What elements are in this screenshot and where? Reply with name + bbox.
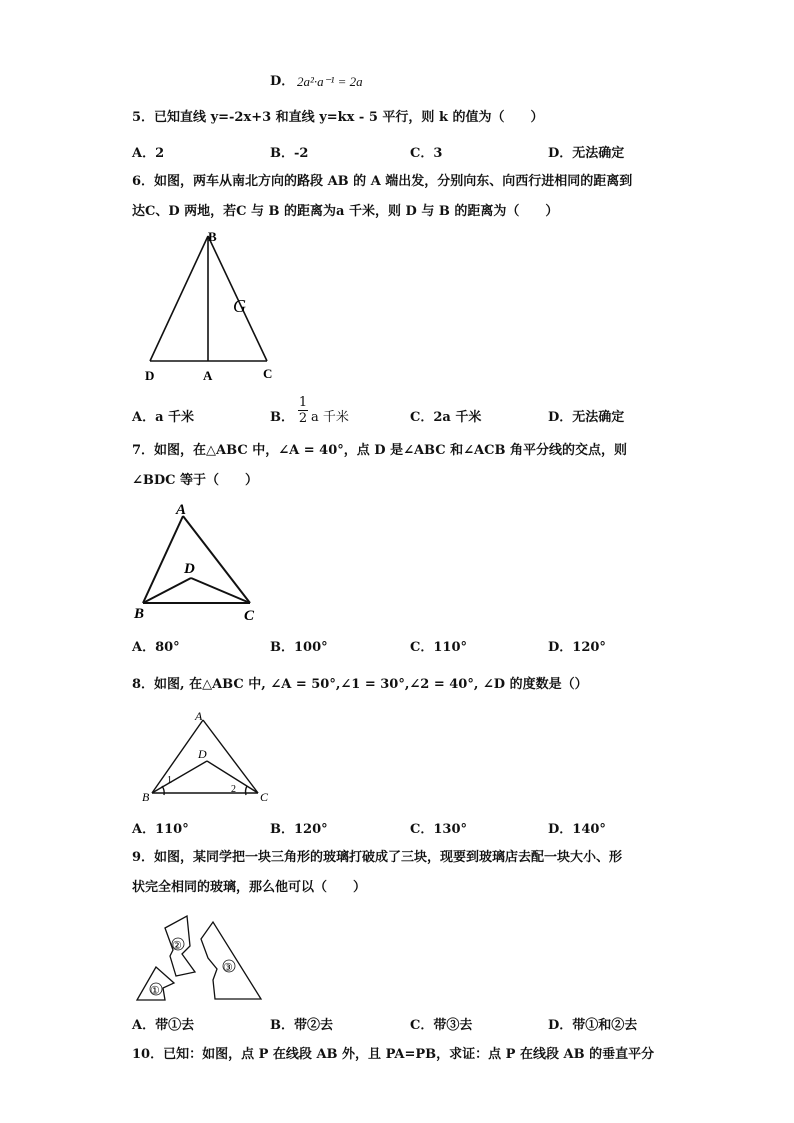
q9-piece-3 [201,922,261,999]
q9-label-1: ① [150,985,160,997]
q8-option-c: C．130° [410,822,467,837]
q9-piece-1 [137,967,174,1000]
q7-option-a: A．80° [132,640,180,655]
q5-option-b: B．-2 [270,146,309,161]
q9-option-b: B．带②去 [270,1018,333,1033]
q9-option-a: A．带①去 [132,1018,195,1033]
q6-stem-line1: 6．如图，两车从南北方向的路段 AB 的 A 端出发，分别向东、向西行进相同的距离到 [132,174,633,189]
q9-option-c: C．带③去 [410,1018,473,1033]
q9-option-d: D．带①和②去 [548,1018,638,1033]
q8-option-b: B．120° [270,822,328,837]
q5-option-c: C．3 [410,146,443,161]
q8-label-d: D [198,747,207,761]
q7-stem-line1: 7．如图，在△ABC 中，∠A = 40°，点 D 是∠ABC 和∠ACB 角平分线的交点，则 [132,443,627,458]
q5-option-d: D．无法确定 [548,146,625,161]
q6-option-b-denominator: 2 [298,411,308,426]
q8-label-b: B [142,790,150,804]
q8-stem: 8．如图, 在△ABC 中, ∠A = 50°,∠1 = 30°,∠2 = 40°, ∠D 的度数是（） [132,677,588,692]
q6-label-b: B [208,229,217,244]
q9-label-2: ② [172,940,182,952]
q9-stem-line1: 9．如图，某同学把一块三角形的玻璃打破成了三块，现要到玻璃店去配一块大小、形 [132,850,623,865]
q8-label-a: A [195,709,203,723]
q8-option-a: A．110° [132,822,189,837]
q6-label-d: D [145,368,155,383]
q6-option-c: C．2a 千米 [410,410,482,425]
q9-label-3: ③ [223,962,233,974]
q9-piece-2 [165,916,195,976]
q6-option-d: D．无法确定 [548,410,625,425]
q10-stem: 10．已知：如图，点 P 在线段 AB 外，且 PA=PB，求证：点 P 在线段 AB 的垂直平分 [132,1047,655,1062]
q6-option-a: A．a 千米 [132,410,195,425]
q7-label-b: B [134,606,145,622]
q7-label-d: D [184,561,195,577]
q7-stem-line2: ∠BDC 等于（ ） [132,473,259,488]
q5-option-a: A．2 [132,146,165,161]
q6-mark-g: G [233,296,246,316]
q7-option-b: B．100° [270,640,328,655]
q6-option-b-label: B． [270,410,294,425]
q6-stem-line2: 达C、D 两地，若C 与 B 的距离为a 千米，则 D 与 B 的距离为（ ） [132,204,559,219]
q6-label-a: A [203,368,213,383]
q8-option-d: D．140° [548,822,606,837]
q7-option-c: C．110° [410,640,467,655]
q6-option-b-tail: a 千米 [311,410,349,425]
q8-label-2: 2 [231,784,236,795]
q7-label-c: C [244,608,255,624]
q9-stem-line2: 状完全相同的玻璃，那么他可以（ ） [132,880,367,895]
q6-option-b-numerator: 1 [298,395,308,410]
q5-stem: 5．已知直线 y=-2x+3 和直线 y=kx - 5 平行，则 k 的值为（ ） [132,110,544,125]
q4-option-d-expression: 2a²·a⁻¹ = 2a [297,74,363,89]
q7-label-a: A [176,502,187,518]
q8-label-c: C [260,790,269,804]
q6-option-b-fraction [298,395,308,426]
q7-option-d: D．120° [548,640,606,655]
q8-label-1: 1 [167,775,172,786]
q6-label-c: C [263,366,273,381]
q4-option-d-label: D． [270,74,295,89]
q6-option-b [270,406,294,425]
